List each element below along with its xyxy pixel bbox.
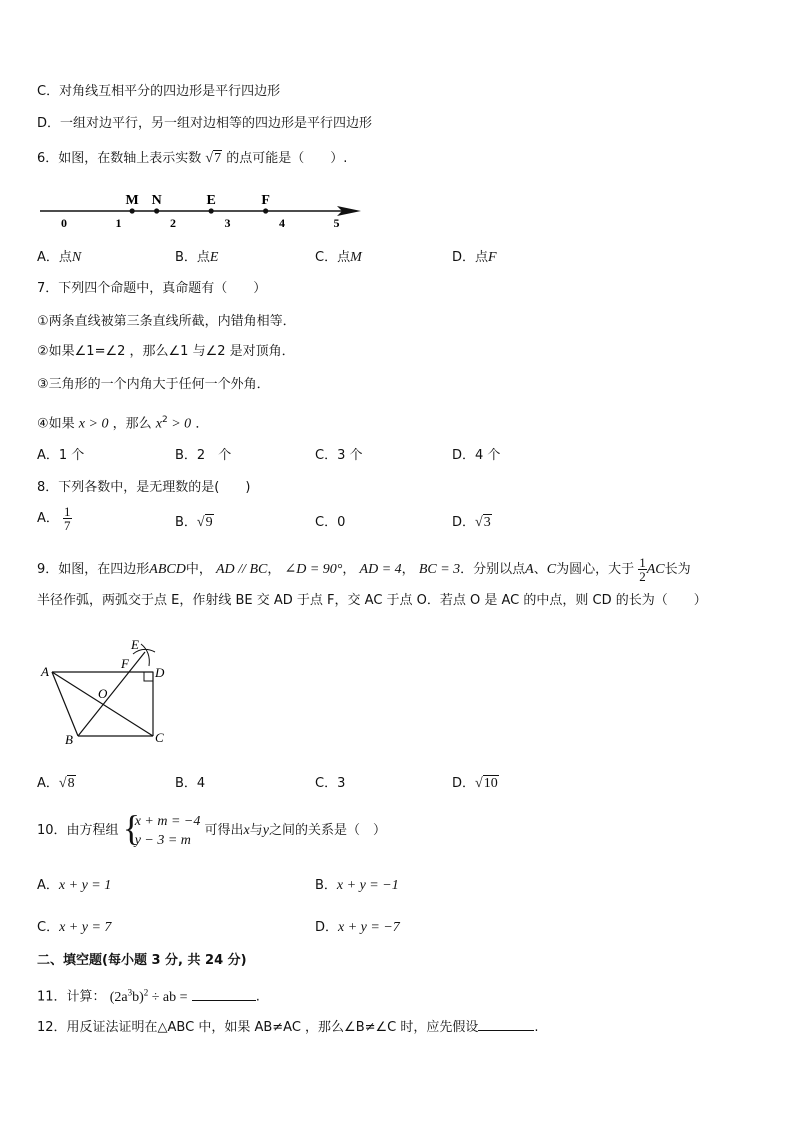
number-line-tick-label: 3: [224, 216, 231, 230]
q9-option-a-sqrt: √8: [58, 776, 75, 791]
q9-option-a: [37, 775, 76, 793]
q10-var-y: y: [262, 823, 269, 838]
q7-stem: 7．下列四个命题中，真命题有（ ）: [37, 281, 267, 296]
q9-option-a-prefix: A．: [37, 776, 59, 791]
q12: [37, 1019, 539, 1037]
q10-brace: {: [122, 808, 140, 848]
q9-option-d: [452, 775, 499, 793]
q7-s4-period: ．: [195, 416, 209, 432]
q9-sep-3: ，: [401, 562, 415, 577]
number-line-point-label: N: [151, 193, 162, 208]
q11-b: b: [132, 989, 140, 1005]
q12-answer-blank[interactable]: [478, 1030, 534, 1031]
q9-option-d-radicand: 10: [483, 776, 498, 791]
fig-diagonal-ac: [52, 672, 153, 736]
q10-option-d-expr: x + y = −7: [338, 920, 400, 935]
q6-option-d-prefix: D．点: [452, 250, 489, 265]
q10-option-b-prefix: B．: [315, 878, 337, 893]
q11-end: .: [255, 989, 260, 1005]
q6-option-a-prefix: A．点: [37, 250, 72, 265]
number-line-point-label: F: [261, 193, 270, 208]
q9-cond-bc: BC = 3: [418, 562, 461, 577]
q10-eq-1: x + m = −4: [134, 814, 201, 829]
q7-s4-x: x: [155, 416, 162, 432]
q5-option-d: D．一组对边平行，另一组对边相等的四边形是平行四边形: [37, 116, 373, 131]
q9-option-b: B．4: [175, 776, 206, 791]
q6-option-c-prefix: C．点: [315, 250, 351, 265]
q9-dun: 、: [533, 562, 547, 577]
q12-end: .: [534, 1020, 539, 1035]
q7-statement-4: [37, 411, 208, 433]
q8-option-d-radicand: 3: [483, 515, 491, 530]
q11-inner-exponent: 3: [127, 987, 133, 997]
q7-s4-then: ，那么: [112, 416, 152, 432]
q8-stem: 8．下列各数中，是无理数的是( ): [37, 480, 251, 495]
q10-option-a: [37, 877, 111, 895]
number-line-tick-label: 4: [279, 216, 285, 230]
q10-option-b: [315, 877, 399, 895]
number-line-point-f: [263, 208, 268, 213]
q9-option-d-prefix: D．: [452, 776, 476, 791]
q10-system: [122, 808, 201, 850]
q7-statement-3: ③三角形的一个内角大于任何一个外角．: [37, 377, 270, 392]
q7-option-c: C．3 个: [315, 448, 363, 463]
q9-text-e: 长为: [664, 562, 691, 577]
q6-sqrt-arg: 7: [214, 151, 222, 166]
q6-option-a: [37, 249, 81, 267]
fig-label-o: O: [98, 686, 108, 701]
q11: [37, 983, 260, 1007]
fig-label-e: E: [131, 637, 139, 652]
q7-statement-1: ①两条直线被第三条直线所截，内错角相等．: [37, 314, 296, 329]
q8-option-b-sqrt: √9: [196, 515, 213, 530]
q8-option-d-sqrt: √3: [475, 515, 491, 530]
q8-option-b-prefix: B．: [175, 515, 197, 530]
fig-label-f: F: [121, 656, 129, 671]
fig-label-c: C: [155, 730, 164, 745]
q11-rest: ÷ ab =: [151, 989, 188, 1005]
q10-stem-c: 与: [249, 823, 263, 838]
q8-option-b: [175, 514, 214, 532]
q9-half-denominator: 2: [639, 569, 646, 584]
q8-frac-numerator: 1: [64, 504, 71, 519]
fig-edge-ba: [52, 672, 78, 736]
q9-intro: 9．如图，在四边形: [37, 562, 150, 577]
q9-cond-parallel: AD // BC: [216, 562, 268, 577]
q9-option-c: C．3: [315, 776, 346, 791]
q10-option-a-prefix: A．: [37, 878, 59, 893]
q8-option-c: C．0: [315, 515, 346, 530]
q7-s4-exponent: 2: [161, 415, 168, 425]
section-2-title: 二、填空题(每小题 3 分, 共 24 分): [37, 953, 247, 968]
q6-sqrt: √7: [205, 151, 222, 166]
number-line-point-e: [209, 208, 214, 213]
q10-eq-2: y − 3 = m: [134, 833, 191, 848]
q6-stem-a: 6．如图，在数轴上表示实数: [37, 151, 202, 166]
q11-prefix: 11．计算：: [37, 989, 106, 1005]
q6-option-a-var: N: [71, 250, 82, 265]
q9-sep-2: ，: [342, 562, 356, 577]
number-line-tick-label: 1: [115, 216, 122, 230]
q8-frac-denominator: 7: [64, 518, 71, 533]
q10-option-b-expr: x + y = −1: [336, 878, 399, 893]
fig-label-a: A: [41, 664, 49, 679]
q6-option-b-var: E: [209, 250, 219, 265]
q10-option-d-prefix: D．: [315, 920, 339, 935]
q7-statement-2: ②如果∠1=∠2 ，那么∠1 与∠2 是对顶角．: [37, 344, 295, 359]
q11-answer-blank[interactable]: [192, 1000, 256, 1001]
q6-stem: [37, 150, 347, 168]
q9-option-a-radicand: 8: [67, 776, 75, 791]
q9-line-1: [37, 556, 691, 583]
q5-option-c: C．对角线互相平分的四边形是平行四边形: [37, 84, 281, 99]
q9-text-d: 为圆心，大于: [556, 562, 635, 577]
q9-ac: AC: [646, 562, 665, 577]
q11-expression: $(2a^3b)^2$ ÷ ab =: [109, 987, 188, 1005]
number-line-point-label: M: [125, 193, 139, 208]
number-line-point-label: E: [206, 193, 216, 208]
q8-option-a-prefix: A．: [37, 511, 59, 526]
q6-option-c-var: M: [350, 250, 362, 265]
q9-quad-name: ABCD: [149, 562, 186, 577]
q6-option-d-var: F: [488, 250, 497, 265]
q6-option-d: [452, 249, 497, 267]
q9-point-a: A: [525, 562, 534, 577]
q10-option-a-expr: x + y = 1: [58, 878, 112, 893]
q11-base: 2a: [114, 989, 128, 1005]
q6-stem-b: 的点可能是（ ）.: [226, 151, 348, 166]
q10-stem-a: 10．由方程组: [37, 823, 119, 838]
q7-option-b: B．2 个: [175, 448, 232, 463]
q8-option-a: [37, 505, 72, 532]
q8-option-a-fraction: [63, 505, 72, 532]
q8-option-d-prefix: D．: [452, 515, 476, 530]
q9-text-c: ．分别以点: [460, 562, 526, 577]
q10-option-d: [315, 919, 400, 937]
q9-half-fraction: [638, 556, 647, 583]
q8-option-b-radicand: 9: [205, 515, 213, 530]
fig-label-d: D: [155, 665, 165, 680]
q11-outer-exponent: 2: [143, 987, 149, 997]
fig-right-angle-mark: [144, 672, 153, 681]
fig-label-b: B: [65, 732, 73, 747]
q10-stem-d: 之间的关系是（ ）: [268, 823, 386, 838]
q9-figure: [37, 632, 177, 752]
q9-cond-angle: ∠D = 90°: [284, 562, 343, 577]
q9-option-d-sqrt: √10: [475, 776, 498, 791]
number-line-tick-label: 5: [333, 216, 340, 230]
q12-text: 12．用反证法证明在△ABC 中，如果 AB≠AC ，那么∠B≠∠C 时，应先假设: [37, 1020, 479, 1035]
q10-stem-b: 可得出: [204, 823, 244, 838]
q6-option-b-prefix: B．点: [175, 250, 210, 265]
q7-option-d: D．4 个: [452, 448, 501, 463]
q9-cond-ad: AD = 4: [359, 562, 402, 577]
q9-text-b: 中，: [185, 562, 212, 577]
q10-stem: [37, 808, 386, 852]
q7-s4-if: ④如果: [37, 416, 75, 432]
q10-var-x: x: [243, 823, 250, 838]
q7-s4-condition: x > 0: [78, 416, 109, 432]
q10-option-c-prefix: C．: [37, 920, 60, 935]
number-line-tick-label: 2: [170, 216, 176, 230]
q7-option-a: A．1 个: [37, 448, 85, 463]
q9-point-c: C: [546, 562, 557, 577]
number-line-point-m: [130, 208, 135, 213]
number-line: [37, 185, 367, 235]
q6-option-c: [315, 249, 362, 267]
q6-option-b: [175, 249, 218, 267]
number-line-point-n: [154, 208, 159, 213]
number-line-tick-label: 0: [61, 216, 67, 230]
q9-half-numerator: 1: [639, 555, 646, 570]
q7-s4-conclusion: > 0: [167, 416, 192, 432]
q10-option-c-expr: x + y = 7: [59, 920, 112, 935]
q8-option-d: [452, 514, 492, 532]
q9-line-2: 半径作弧，两弧交于点 E，作射线 BE 交 AD 于点 F，交 AC 于点 O．若点 O 是 AC 的中点，则 CD 的长为（ ）: [37, 593, 707, 608]
q9-sep-1: ，: [267, 562, 281, 577]
fig-ray-be: [78, 652, 145, 736]
q10-option-c: [37, 919, 111, 937]
